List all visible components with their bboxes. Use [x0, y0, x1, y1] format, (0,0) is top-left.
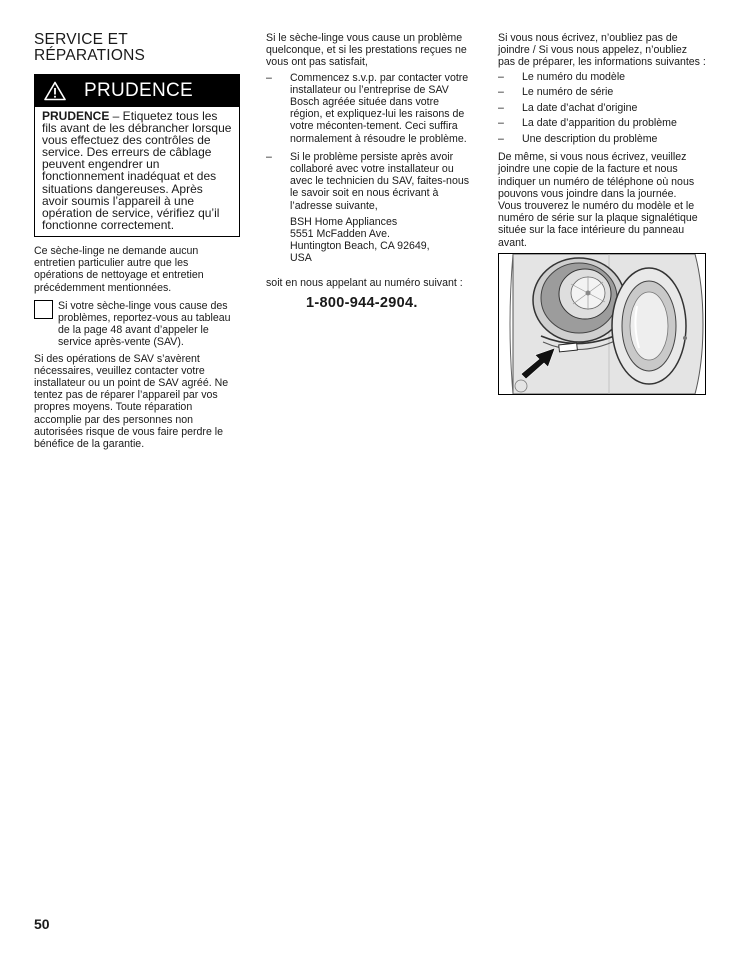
list-item: [498, 71, 706, 83]
complaint-intro: Si le sèche-linge vous cause un problème quelconque, et si les prestations reçues ne vous ont pas satisfait,: [266, 32, 467, 69]
list-item: [266, 151, 474, 265]
dryer-nameplate-illustration: [499, 254, 705, 394]
dash-bullet: –: [498, 86, 504, 99]
dash-bullet: –: [266, 150, 272, 163]
dash-bullet: –: [266, 71, 272, 84]
postal-address: [290, 216, 474, 265]
address-line: BSH Home Appliances: [290, 215, 398, 228]
list-item: [266, 72, 474, 145]
address-line: Huntington Beach, CA 92649,: [290, 240, 430, 253]
list-item: [498, 102, 706, 114]
note-text: Si votre sèche-linge vous cause des problèmes, reportez-vous au tableau de la page 48 avant d’appeler le service après-vente (SAV).: [58, 299, 231, 349]
warning-triangle-icon: [44, 81, 66, 101]
dash-bullet: –: [498, 101, 504, 114]
column-2: [266, 32, 474, 309]
title-line-1: SERVICE ET: [34, 31, 128, 48]
title-line-2: RÉPARATIONS: [34, 47, 146, 64]
list-item-text: Une description du problème: [522, 132, 658, 145]
list-item-text: Le numéro du modèle: [522, 70, 626, 83]
list-item-text: La date d’apparition du problème: [522, 117, 677, 130]
dash-bullet: –: [498, 70, 504, 83]
list-item-text: Commencez s.v.p. par contacter votre installateur ou l’entreprise de SAV Bosch agréée située dans votre région, et expliquez-lui les raisons de votre méconten-tement. Ceci suffira normalement à résoudre le problème.: [290, 71, 469, 145]
page-number: 50: [34, 916, 50, 932]
list-item-text: La date d’achat d’origine: [522, 101, 638, 114]
warning-text: – Etiquetez tous les fils avant de les débrancher lorsque vous effectuez des contrôles de service. Des erreurs de câblage peuvent engendrer un fonctionnement inadéquat et des situations dangereuses. Après avoir soumis l’appareil à une opération de service, vérifiez qu’il fonctionne correctement.: [42, 109, 232, 232]
column-3: [498, 32, 706, 395]
note: [34, 300, 240, 349]
list-item-text: Le numéro de série: [522, 86, 614, 99]
phone-number: 1-800-944-2904.: [306, 294, 418, 311]
info-intro: Si vous nous écrivez, n’oubliez pas de joindre / Si vous nous appelez, n’oubliez pas de préparer, les informations suivantes :: [498, 32, 706, 69]
list-item: [498, 133, 706, 145]
dash-bullet: –: [498, 132, 504, 145]
list-item: [498, 86, 706, 98]
address-line: 5551 McFadden Ave.: [290, 228, 390, 241]
column-1: [34, 32, 240, 450]
dash-bullet: –: [498, 117, 504, 130]
list-item: [498, 117, 706, 129]
warning-title: PRUDENCE: [84, 79, 194, 101]
dryer-illustration: [498, 253, 706, 395]
warning-body: [35, 107, 239, 236]
warning-header: [35, 75, 239, 107]
nameplate-paragraph: Vous trouverez le numéro du modèle et le numéro de série sur la plaque signalétique située sur la face intérieure du panneau avant.: [498, 200, 698, 249]
info-list: [498, 71, 706, 146]
note-box-icon: [34, 300, 53, 319]
phone-intro: soit en nous appelant au numéro suivant :: [266, 276, 463, 289]
maintenance-paragraph: Ce sèche-linge ne demande aucun entretien particulier autre que les opérations de nettoyage et entretien précédemment mentionnées.: [34, 244, 204, 294]
invoice-paragraph: De même, si vous nous écrivez, veuillez joindre une copie de la facture et nous indiquer un numéro de téléphone où nous pouvons vous joindre dans la journée.: [498, 151, 695, 200]
service-paragraph: Si des opérations de SAV s’avèrent nécessaires, veuillez contacter votre installateur ou un point de SAV agréé. Ne tentez pas de réparer l’appareil par vos propres moyens. Toute réparation accomplie par des personnes non autorisées risque de vous faire perdre le bénéfice de la garantie.: [34, 352, 229, 450]
address-line: USA: [290, 252, 312, 265]
warning-label: PRUDENCE: [42, 109, 110, 123]
warning-box: [34, 74, 240, 237]
list-item-text: Si le problème persiste après avoir collaboré avec votre installateur ou avec le technicien du SAV, faites-nous le savoir soit en nous écrivant à l’adresse suivante,: [290, 150, 470, 212]
section-title: [34, 32, 240, 64]
